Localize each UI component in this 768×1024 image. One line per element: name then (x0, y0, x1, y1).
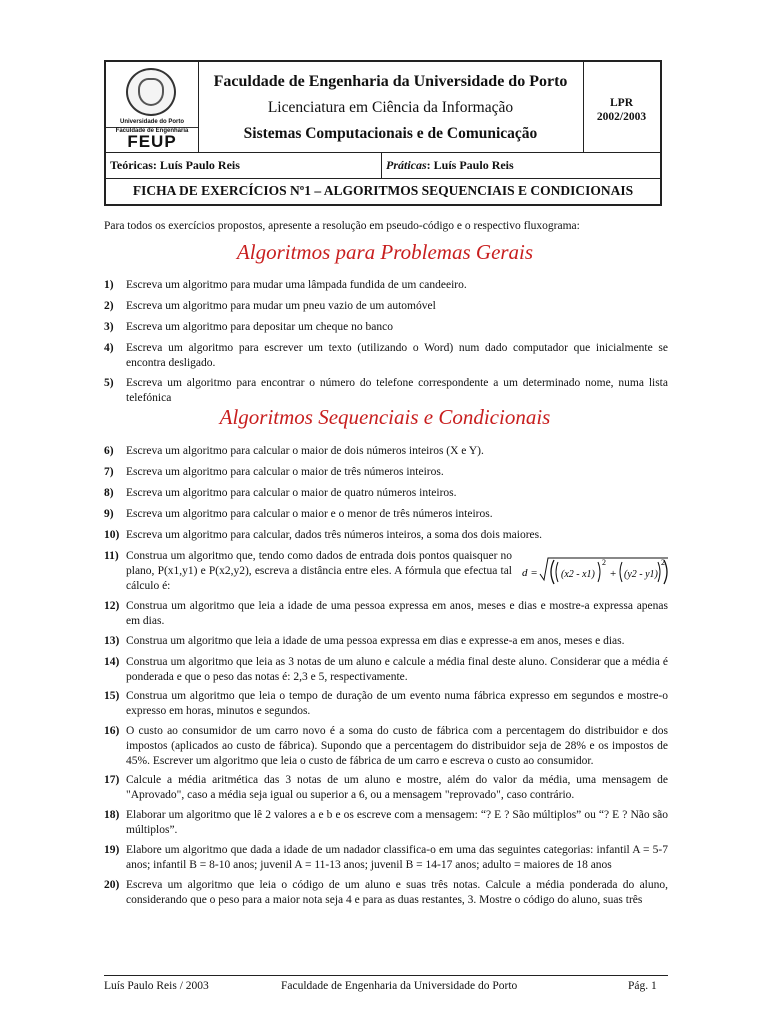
list-item: 11) Construa um algoritmo que, tendo como dados de entrada dois pontos quaisquer no plano, P(x1,y1) e P(x2,y2), escreva a distância entre eles. A fórmula que efectua tal cálculo é: (104, 550, 512, 592)
header-top-row (106, 62, 660, 153)
formula-plus: + (610, 568, 617, 580)
distance-formula (520, 554, 670, 588)
teoricas-label: Teóricas: (110, 158, 157, 172)
logo-feup-text: FEUP (127, 132, 177, 151)
praticas-label: Práticas (386, 158, 427, 172)
formula-term2: (y2 - y1) (624, 569, 658, 580)
formula-exp1: 2 (602, 558, 606, 567)
course-code: LPR (610, 97, 633, 109)
teoricas-cell (106, 152, 382, 178)
list-item: 1) Escreva um algoritmo para mudar uma lâmpada fundida de um candeeiro. (104, 279, 467, 291)
list-item: 12) Construa um algoritmo que leia a idade de uma pessoa expressa em anos, meses e dias e mostre-a expressa apenas em dias. (104, 600, 668, 627)
footer-divider (104, 975, 668, 976)
formula-exp2: 2 (661, 558, 665, 567)
list-item: 16) O custo ao consumidor de um carro novo é a soma do custo de fábrica com a percentagem do distribuidor e dos impostos (aplicados ao custo de fábrica). Supondo que a percentagem do distribuidor seja de 28% e os impostos de 45%. Escrever um algoritmo que leia o custo de fábrica de um carro e escreva o custo ao consumidor. (104, 725, 668, 767)
academic-year: 2002/2003 (596, 111, 647, 123)
list-item: 19) Elabore um algoritmo que dada a idade de um nadador classifica-o em uma das seguintes categorias: infantil A = 5-7 anos; infantil B = 8-10 anos; juvenil A = 11-13 anos; juvenil B = 14-17 anos; adulto = maiores de 18 anos (104, 844, 668, 871)
seal-icon (126, 68, 176, 116)
subject-title: Sistemas Computacionais e de Comunicação (243, 125, 538, 142)
list-item: 2) Escreva um algoritmo para mudar um pneu vazio de um automóvel (104, 300, 436, 312)
sheet-title: FICHA DE EXERCÍCIOS Nº1 – ALGORITMOS SEQUENCIAIS E CONDICIONAIS (132, 183, 634, 198)
formula-term1: (x2 - x1) (561, 569, 595, 580)
list-item: 20) Escreva um algoritmo que leia o código de um aluno e suas três notas. Calcule a média ponderada do aluno, considerando que o peso para a maior nota seja 4 e para as duas restantes, 3. Mostre o código do aluno, suas três (104, 879, 668, 906)
footer-institution: Faculdade de Engenharia da Universidade do Porto (281, 980, 518, 992)
praticas-name: : Luís Paulo Reis (426, 158, 514, 172)
section-title-general: Algoritmos para Problemas Gerais (236, 240, 534, 264)
list-item: 8) Escreva um algoritmo para calcular o maior de quatro números inteiros. (104, 487, 457, 499)
list-item: 15) Construa um algoritmo que leia o tempo de duração de um evento numa fábrica expresso em segundos e mostre-o expresso em horas, minutos e segundos. (104, 690, 668, 717)
footer-page: Pág. 1 (628, 980, 657, 992)
list-item: 10) Escreva um algoritmo para calcular, dados três números inteiros, a soma dos dois maiores. (104, 529, 542, 541)
list-item: 6) Escreva um algoritmo para calcular o maior de dois números inteiros (X e Y). (104, 445, 484, 457)
document-header (104, 60, 662, 206)
list-item: 14) Construa um algoritmo que leia as 3 notas de um aluno e calcule a média final deste aluno. Considerar que a média é ponderada e que o peso das notas é: 2,3 e 5, respectivamente. (104, 656, 668, 683)
praticas-cell (382, 152, 660, 178)
list-item: 13) Construa um algoritmo que leia a idade de uma pessoa expressa em dias e expresse-a em anos, meses e dias. (104, 635, 625, 647)
header-title-cell (198, 62, 584, 152)
logo-university-text: Universidade do Porto (119, 119, 184, 125)
list-item: 3) Escreva um algoritmo para depositar um cheque no banco (104, 321, 393, 333)
list-item: 18) Elaborar um algoritmo que lê 2 valores a e b e os escreve com a mensagem: “? E ? São múltiplos” ou “? E ? Não são múltiplos”. (104, 809, 668, 836)
institution-title: Faculdade de Engenharia da Universidade do Porto (213, 73, 568, 90)
list-item: 7) Escreva um algoritmo para calcular o maior de três números inteiros. (104, 466, 444, 478)
intro-text: Para todos os exercícios propostos, apresente a resolução em pseudo-código e o respectivo fluxograma: (104, 220, 580, 232)
footer-author: Luís Paulo Reis / 2003 (104, 980, 209, 992)
course-title: Licenciatura em Ciência da Informação (267, 99, 514, 116)
list-item: 4) Escreva um algoritmo para escrever um texto (utilizando o Word) num dado computador que inicialmente se encontra desligado. (104, 342, 668, 369)
university-logo (106, 62, 199, 152)
teoricas-name: Luís Paulo Reis (156, 158, 240, 172)
section-title-sequential: Algoritmos Sequenciais e Condicionais (219, 405, 551, 429)
list-item: 5) Escreva um algoritmo para encontrar o número do telefone correspondente a um determinado nome, numa lista telefónica (104, 377, 668, 404)
list-item: 17) Calcule a média aritmética das 3 notas de um aluno e mostre, além do valor da média, uma mensagem de "Aprovado", caso a média seja igual ou superior a 6, ou a mensagem "reprovado", caso contrário. (104, 774, 668, 801)
list-item: 9) Escreva um algoritmo para calcular o maior e o menor de três números inteiros. (104, 508, 493, 520)
course-code-cell (583, 62, 660, 152)
formula-eq: = (531, 567, 538, 579)
logo-faculty-text: Faculdade de Engenharia (106, 127, 198, 134)
header-teachers-row (106, 152, 660, 179)
formula-d: d (522, 567, 528, 579)
